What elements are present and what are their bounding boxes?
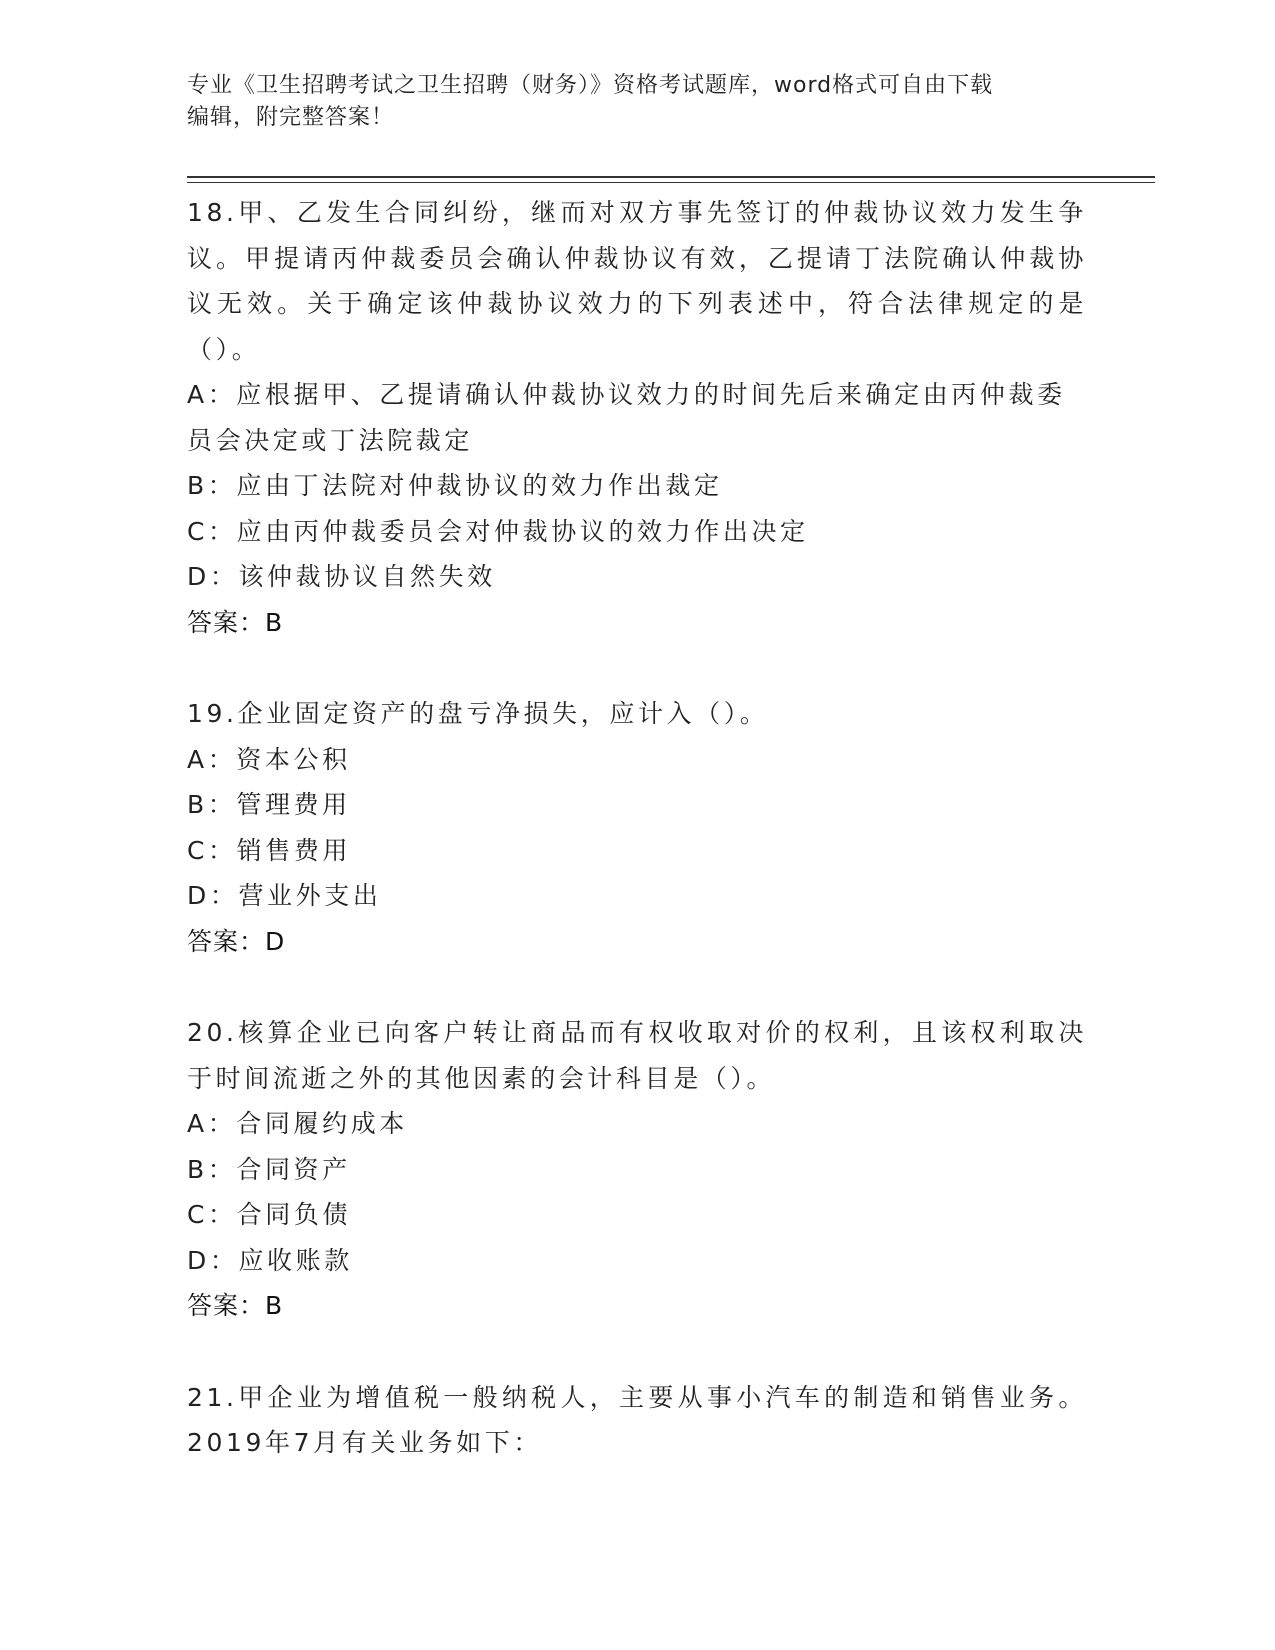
- question-text: 20.核算企业已向客户转让商品而有权收取对价的权利，且该权利取决于时间流逝之外的其他因素的会计科目是（）。: [187, 1018, 1087, 1093]
- question-list: [187, 190, 1087, 1512]
- question-18: [187, 190, 1087, 645]
- answer: 答案：B: [187, 607, 284, 637]
- option-a: A：应根据甲、乙提请确认仲裁协议效力的时间先后来确定由丙仲裁委员会决定或丁法院裁定: [187, 380, 1066, 455]
- option-d: D：应收账款: [187, 1245, 353, 1275]
- option-c: C：合同负债: [187, 1200, 352, 1229]
- header-divider-thin: [187, 182, 1155, 183]
- option-b: B：应由丁法院对仲裁协议的效力作出裁定: [187, 471, 723, 500]
- option-b: B：合同资产: [187, 1154, 351, 1184]
- header-divider-thick: [187, 176, 1155, 178]
- question-21: [187, 1375, 1087, 1466]
- header-line-1: 专业《卫生招聘考试之卫生招聘（财务）》资格考试题库，word格式可自由下载: [187, 73, 994, 98]
- option-d: D：该仲裁协议自然失效: [187, 562, 496, 591]
- question-text: 19.企业固定资产的盘亏净损失，应计入（）。: [187, 699, 769, 728]
- answer: 答案：B: [187, 1291, 284, 1320]
- option-b: B：管理费用: [187, 790, 351, 819]
- question-text: 18.甲、乙发生合同纠纷，继而对双方事先签订的仲裁协议效力发生争议。甲提请丙仲裁委员会确认仲裁协议有效，乙提请丁法院确认仲裁协议无效。关于确定该仲裁协议效力的下列表述中，符合法律规定的是（）。: [187, 198, 1087, 364]
- option-a: A：资本公积: [187, 744, 351, 774]
- option-d: D：营业外支出: [187, 881, 382, 910]
- answer: 答案：D: [187, 926, 286, 956]
- option-a: A：合同履约成本: [187, 1109, 408, 1138]
- question-20: [187, 1010, 1087, 1329]
- option-c: C：销售费用: [187, 835, 352, 865]
- question-19: [187, 691, 1087, 964]
- header-line-2: 编辑，附完整答案！: [187, 105, 395, 130]
- question-text: 21.甲企业为增值税一般纳税人，主要从事小汽车的制造和销售业务。2019年7月有关业务如下：: [187, 1382, 1087, 1457]
- document-header: [187, 70, 1087, 134]
- option-c: C：应由丙仲裁委员会对仲裁协议的效力作出决定: [187, 516, 809, 546]
